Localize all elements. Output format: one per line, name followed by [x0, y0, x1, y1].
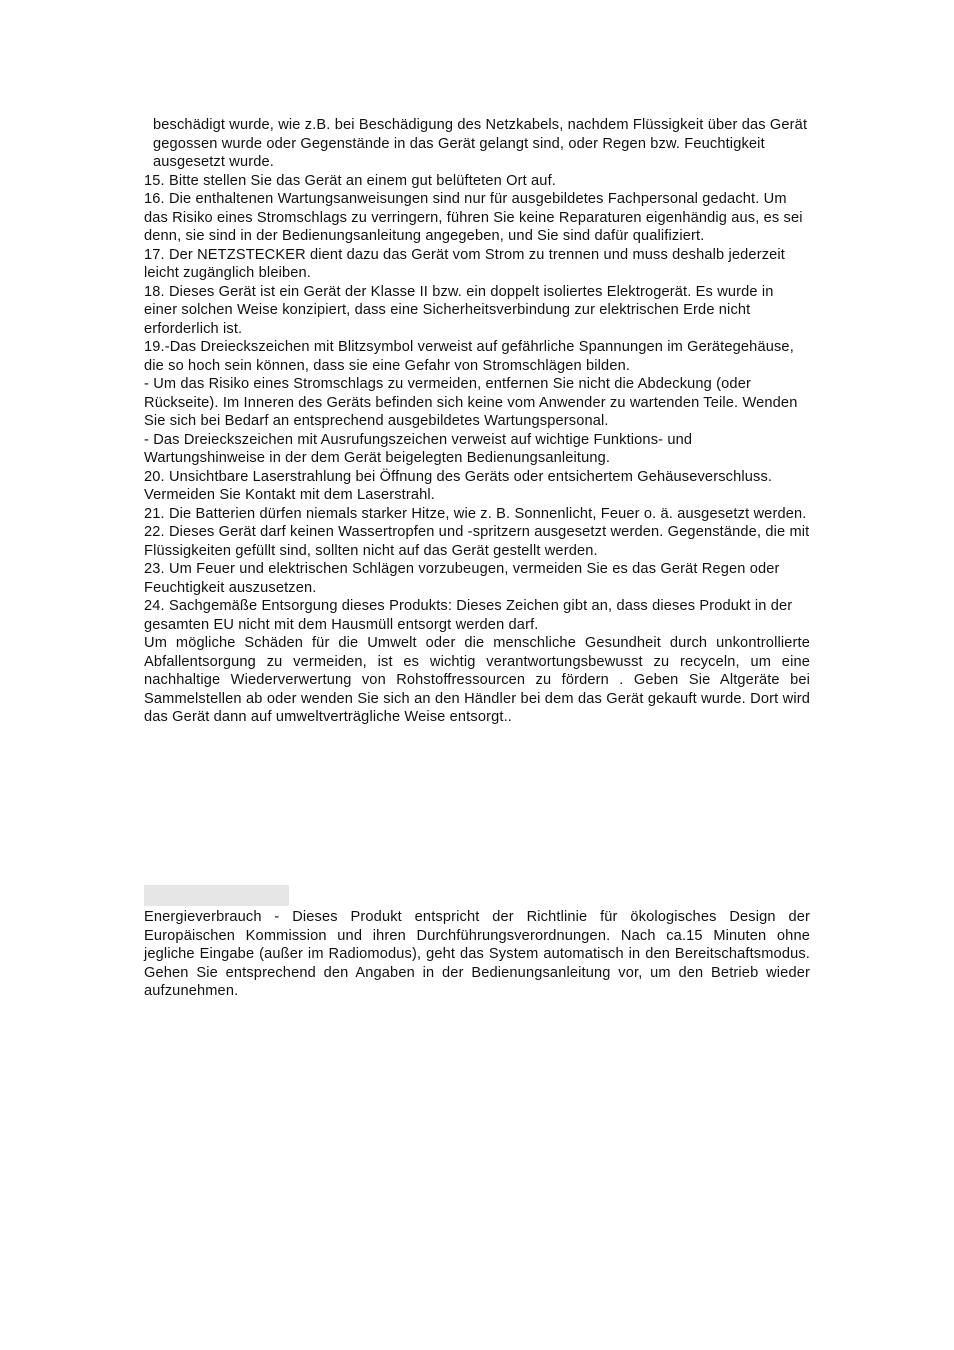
- paragraph-18: 18. Dieses Gerät ist ein Gerät der Klasse II bzw. ein doppelt isoliertes Elektrogerät. Es wurde in einer solchen Weise konzipiert, dass eine Sicherheitsverbindung zur elektrischen Erde nicht erforderlich ist.: [144, 283, 774, 337]
- paragraph-19-bullet-1: - Um das Risiko eines Stromschlags zu vermeiden, entfernen Sie nicht die Abdeckung (oder Rückseite). Im Inneren des Geräts befinden sich keine vom Anwender zu wartenden Teile. Wenden Sie sich bei Bedarf an entsprechend ausgebildetes Wartungspersonal.: [144, 376, 798, 429]
- safety-instructions: [144, 116, 810, 727]
- paragraph-15: 15. Bitte stellen Sie das Gerät an einem gut belüfteten Ort auf.: [144, 172, 556, 189]
- paragraph-19: 19.-Das Dreieckszeichen mit Blitzsymbol verweist auf gefährliche Spannungen im Gerätegehäuse, die so hoch sein können, dass sie eine Gefahr von Stromschlägen bilden.: [144, 339, 794, 374]
- paragraph-24: 24. Sachgemäße Entsorgung dieses Produkts: Dieses Zeichen gibt an, dass dieses Produkt in der gesamten EU nicht mit dem Hausmüll entsorgt werden darf.: [144, 598, 793, 633]
- section-heading-bar: [144, 885, 289, 906]
- paragraph-16: 16. Die enthaltenen Wartungsanweisungen sind nur für ausgebildetes Fachpersonal gedacht. Um das Risiko eines Stromschlags zu verringern, führen Sie keine Reparaturen eigenhändig aus, es sei denn, sie sind in der Bedienungsanleitung angegeben, und Sie sind dafür qualifiziert.: [144, 191, 803, 244]
- paragraph-20: 20. Unsichtbare Laserstrahlung bei Öffnung des Geräts oder entsichertem Gehäuseverschluss. Vermeiden Sie Kontakt mit dem Laserstrahl.: [144, 468, 773, 503]
- paragraph-17: 17. Der NETZSTECKER dient dazu das Gerät vom Strom zu trennen und muss deshalb jederzeit leicht zugänglich bleiben.: [144, 246, 786, 281]
- paragraph-22: 22. Dieses Gerät darf keinen Wassertropfen und -spritzern ausgesetzt werden. Gegenstände, die mit Flüssigkeiten gefüllt sind, sollten nicht auf das Gerät gestellt werden.: [144, 524, 810, 559]
- paragraph-24-disposal: Um mögliche Schäden für die Umwelt oder die menschliche Gesundheit durch unkontrollierte Abfallentsorgung zu vermeiden, ist es wichtig verantwortungsbewusst zu recyceln, um eine nachhaltige Wiederverwertung von Rohstoffressourcen zu fördern . Geben Sie Altgeräte bei Sammelstellen ab oder wenden Sie sich an den Händler bei dem das Gerät gekauft wurde. Dort wird das Gerät dann auf umweltverträgliche Weise entsorgt..: [144, 635, 810, 725]
- energy-note: Energieverbrauch - Dieses Produkt entspricht der Richtlinie für ökologisches Design der Europäischen Kommission und ihren Durchführungsverordnungen. Nach ca.15 Minuten ohne jegliche Eingabe (außer im Radiomodus), geht das System automatisch in den Bereitschaftsmodus. Gehen Sie entsprechend den Angaben in der Bedienungsanleitung vor, um den Betrieb wieder aufzunehmen.: [144, 909, 810, 999]
- paragraph-19-bullet-2: - Das Dreieckszeichen mit Ausrufungszeichen verweist auf wichtige Funktions- und Wartungshinweise in der dem Gerät beigelegten Bedienungsanleitung.: [144, 431, 693, 466]
- paragraph-14-continuation: beschädigt wurde, wie z.B. bei Beschädigung des Netzkabels, nachdem Flüssigkeit über das Gerät gegossen wurde oder Gegenstände in das Gerät gelangt sind, oder Regen bzw. Feuchtigkeit ausgesetzt wurde.: [153, 117, 808, 170]
- paragraph-21: 21. Die Batterien dürfen niemals starker Hitze, wie z. B. Sonnenlicht, Feuer o. ä. ausgesetzt werden.: [144, 505, 807, 522]
- paragraph-23: 23. Um Feuer und elektrischen Schlägen vorzubeugen, vermeiden Sie es das Gerät Regen oder Feuchtigkeit auszusetzen.: [144, 561, 780, 596]
